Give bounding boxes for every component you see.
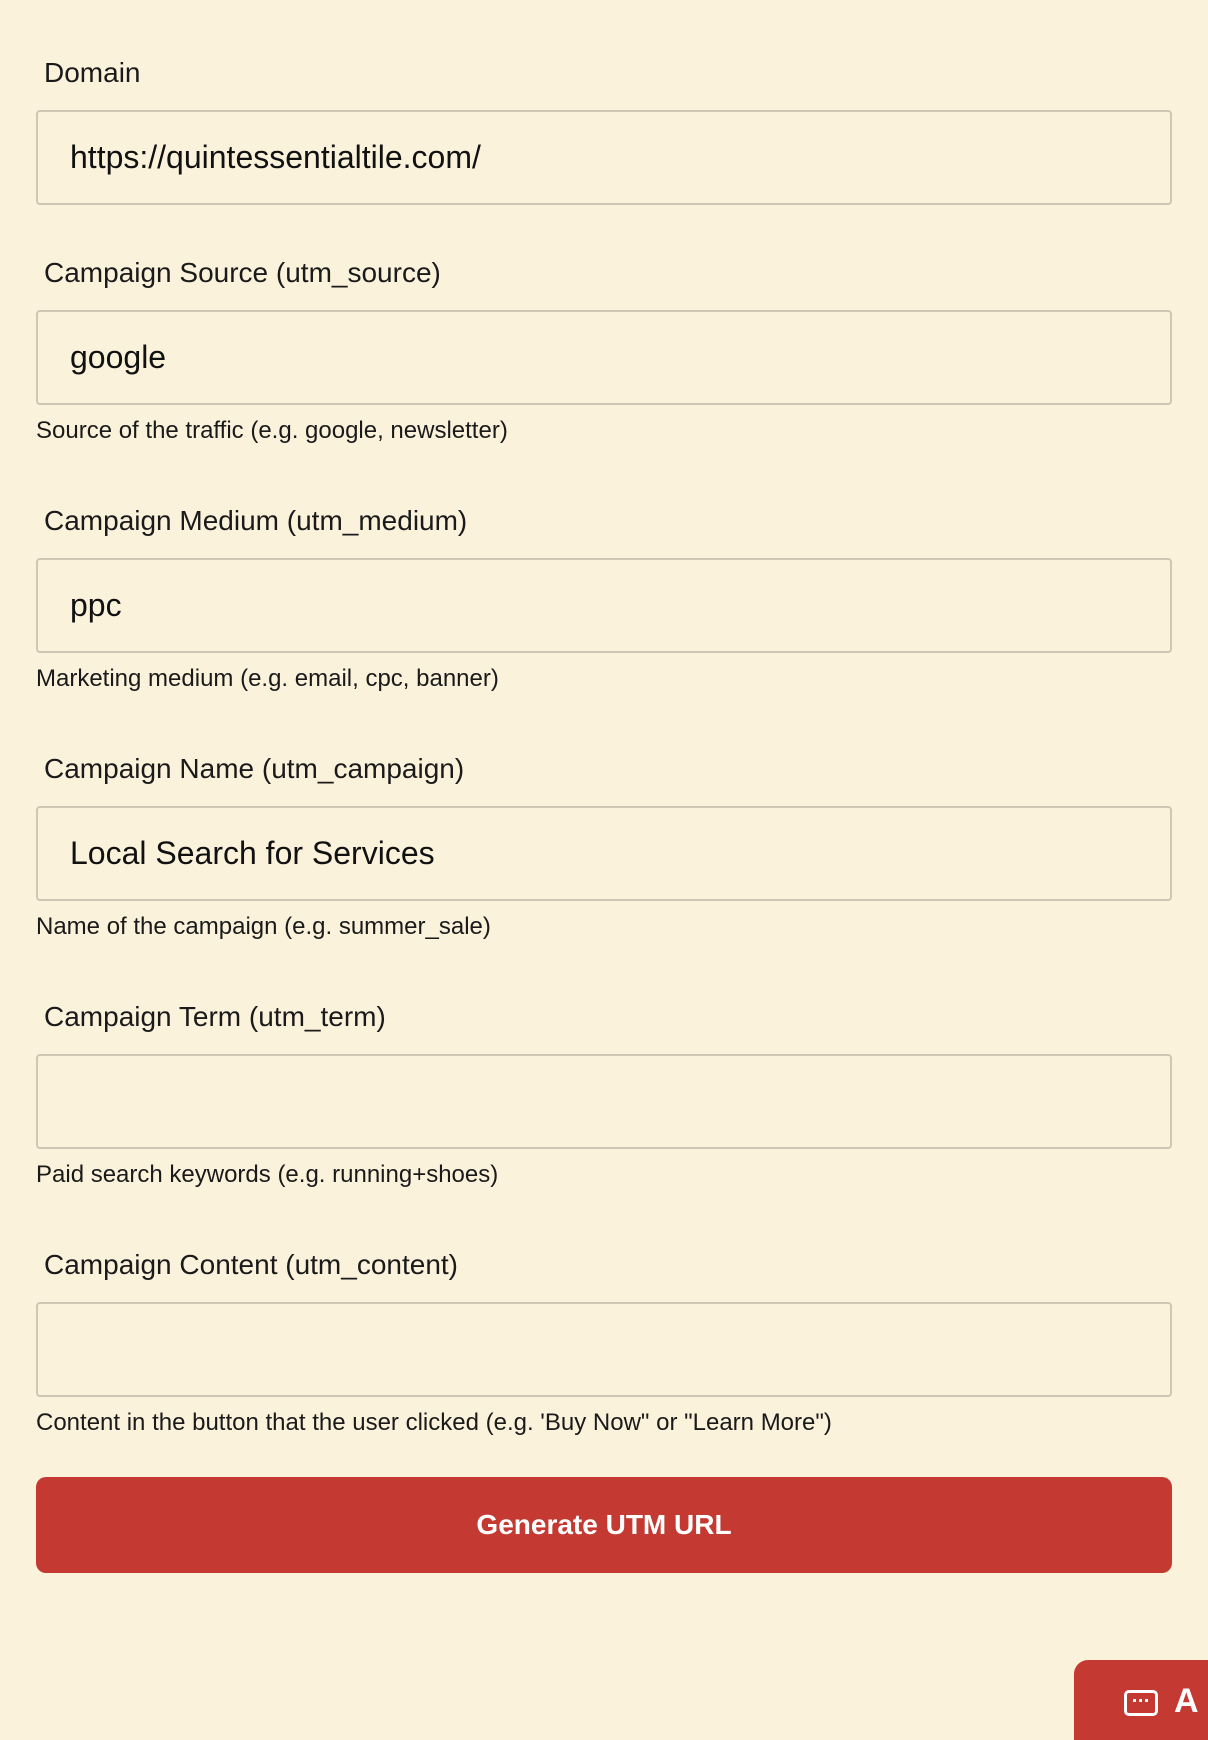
domain-label: Domain xyxy=(44,57,141,88)
term-label: Campaign Term (utm_term) xyxy=(44,1001,386,1032)
generate-utm-url-button[interactable]: Generate UTM URL xyxy=(36,1477,1172,1573)
campaign-help-text: Name of the campaign (e.g. summer_sale) xyxy=(36,913,491,940)
medium-input[interactable] xyxy=(36,558,1172,653)
keyboard-icon xyxy=(1124,1690,1158,1716)
campaign-input[interactable] xyxy=(36,806,1172,901)
source-input[interactable] xyxy=(36,310,1172,405)
term-help-text: Paid search keywords (e.g. running+shoes) xyxy=(36,1161,499,1188)
content-label: Campaign Content (utm_content) xyxy=(44,1249,458,1280)
medium-label: Campaign Medium (utm_medium) xyxy=(44,505,468,536)
floating-button-label: A xyxy=(1174,1682,1199,1720)
content-input[interactable] xyxy=(36,1302,1172,1397)
domain-input[interactable] xyxy=(36,110,1172,205)
source-help-text: Source of the traffic (e.g. google, newsletter) xyxy=(36,417,508,444)
term-input[interactable] xyxy=(36,1054,1172,1149)
medium-help-text: Marketing medium (e.g. email, cpc, banner) xyxy=(36,665,499,692)
content-help-text: Content in the button that the user clicked (e.g. 'Buy Now" or "Learn More") xyxy=(36,1409,832,1436)
floating-action-button[interactable] xyxy=(1074,1660,1208,1740)
campaign-label: Campaign Name (utm_campaign) xyxy=(44,753,465,784)
source-label: Campaign Source (utm_source) xyxy=(44,257,441,288)
